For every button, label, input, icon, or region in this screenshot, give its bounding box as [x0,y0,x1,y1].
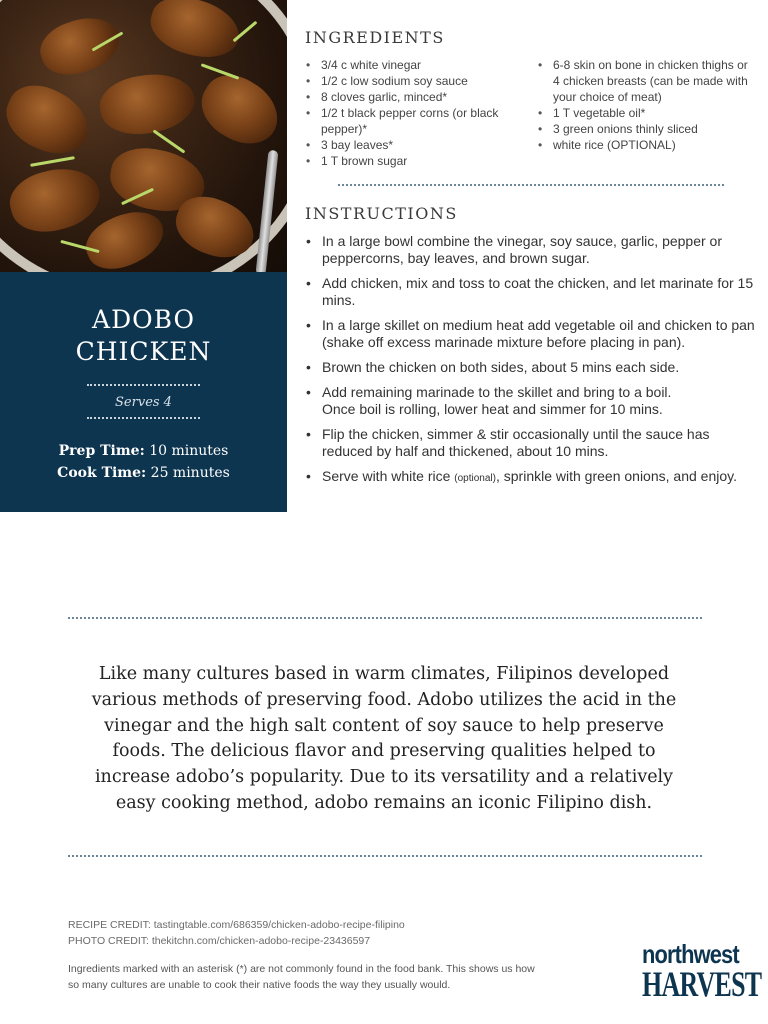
title-line-1: ADOBO [92,305,195,334]
recipe-title [0,304,287,368]
northwest-harvest-logo [642,939,762,1004]
ingredient-item: • 1/2 c low sodium soy sauce [305,73,517,89]
instruction-step: • Flip the chicken, simmer & stir occasionally until the sauce has reduced by half and thickened, about 10 mins. [305,426,761,460]
time-info [0,440,287,484]
divider-dots [68,617,702,619]
chicken-adobo-photo [0,0,287,272]
photo-credit: PHOTO CREDIT: thekitchn.com/chicken-adobo-recipe-23436597 [68,935,371,947]
instruction-step: • In a large skillet on medium heat add vegetable oil and chicken to pan (shake off excess marinade mixture before placing in pan). [305,317,761,351]
ingredient-item: • 1 T vegetable oil* [537,105,757,121]
asterisk-note: Ingredients marked with an asterisk (*) are not commonly found in the food bank. This shows us how so many cultures are unable to cook their native foods the way they usually would. [68,963,535,991]
instruction-step: • Serve with white rice (optional), sprinkle with green onions, and enjoy. [305,468,761,487]
ingredient-item: • 6-8 skin on bone in chicken thighs or 4 chicken breasts (can be made with your choice of meat) [537,57,757,105]
section-divider [338,184,724,186]
divider-dots [68,855,702,857]
ingredient-item: • 1/2 t black pepper corns (or black pepper)* [305,105,517,137]
serves-count: Serves 4 [115,395,172,410]
ingredient-item: • 3 bay leaves* [305,137,517,153]
recipe-description: Like many cultures based in warm climates, Filipinos developed various methods of preserving food. Adobo utilizes the acid in the vinegar and the high salt content of soy sauce to help preserve foods. The delicious flavor and preserving qualities helped to increase adobo’s popularity. Due to its versatility and a relatively easy cooking method, adobo remains an iconic Filipino dish. [91,664,677,813]
ingredients-heading: INGREDIENTS [305,28,445,47]
instruction-step: • Add remaining marinade to the skillet and bring to a boil. Once boil is rolling, lower heat and simmer for 10 mins. [305,384,761,418]
divider-dots [87,417,200,419]
ingredients-list-2 [537,57,757,153]
divider-dots [87,384,200,386]
logo-line-1: northwest [642,939,739,969]
ingredient-item: • 1 T brown sugar [305,153,517,169]
instruction-step: • Brown the chicken on both sides, about 5 mins each side. [305,359,761,376]
instruction-step: • In a large bowl combine the vinegar, soy sauce, garlic, pepper or peppercorns, bay leaves, and brown sugar. [305,233,761,267]
cook-time: Cook Time: 25 minutes [57,465,230,481]
recipe-credit: RECIPE CREDIT: tastingtable.com/686359/chicken-adobo-recipe-filipino [68,919,405,931]
ingredients-list-1 [305,57,517,169]
prep-time: Prep Time: 10 minutes [58,443,229,459]
title-line-2: CHICKEN [75,337,212,366]
ingredient-item: • 3/4 c white vinegar [305,57,517,73]
ingredient-item: • white rice (OPTIONAL) [537,137,757,153]
instruction-step: • Add chicken, mix and toss to coat the chicken, and let marinate for 15 mins. [305,275,761,309]
recipe-title-box [0,272,287,512]
ingredient-item: • 8 cloves garlic, minced* [305,89,517,105]
logo-line-2: HARVEST [642,964,762,1004]
credits [68,917,405,949]
instructions-heading: INSTRUCTIONS [305,204,458,223]
instructions-list [305,233,761,495]
ingredient-item: • 3 green onions thinly sliced [537,121,757,137]
